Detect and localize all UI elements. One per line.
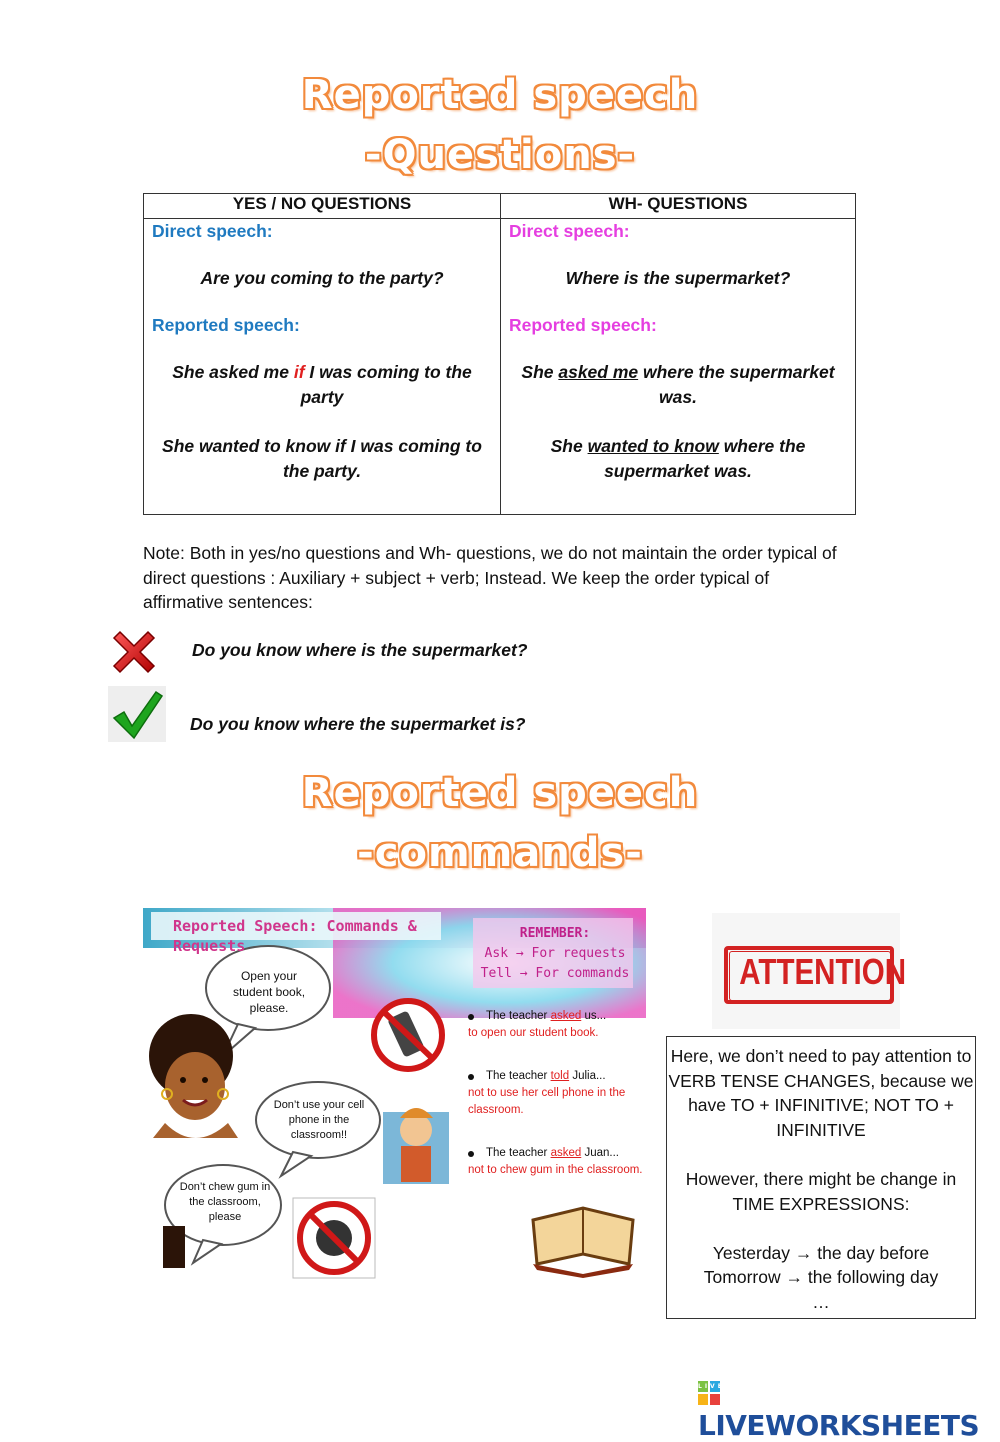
time-expression-2: Tomorrow → the following day <box>703 1267 939 1288</box>
note-paragraph-2: However, there might be change in TIME EXPRESSIONS: <box>685 1168 957 1214</box>
attention-stamp <box>712 913 907 1029</box>
reported-label: Reported speech: <box>509 315 657 335</box>
speech-bubble-1: Open your student book, please. <box>232 969 306 1015</box>
subtitle-commands: -commands- <box>357 830 643 876</box>
order-note: Note: Both in yes/no questions and Wh- questions, we do not maintain the order typical of direct questions : Auxiliary + subject + verb; Instead. We keep the order typical of affirmative sentences: <box>143 543 837 612</box>
logo-badge: LIVE <box>698 1381 720 1405</box>
wrong-example: Do you know where is the supermarket? <box>192 640 528 660</box>
remember-tell: Tell → For commands <box>480 966 630 981</box>
yesno-direct: Are you coming to the party? <box>200 268 444 288</box>
yesno-cell <box>144 219 501 515</box>
title-questions: Reported speech <box>301 72 699 118</box>
illustration-banner: Reported Speech: Commands & Requests <box>173 917 417 955</box>
yesno-reported-2: She wanted to know if I was coming to the party. <box>162 436 482 481</box>
yesno-reported-1: She asked me if I was coming to the party <box>172 362 472 407</box>
note-paragraph-1: Here, we don’t need to pay attention to VERB TENSE CHANGES, because we have TO + INFINITIVE; NOT TO + INFINITIVE <box>668 1046 974 1140</box>
wrong-cross-icon <box>108 626 160 678</box>
liveworksheets-logo: LIVE LIVEWORKSHEETS <box>698 1383 980 1442</box>
reported-command-3: The teacher asked Juan... not to chew gum in the classroom. <box>468 1147 643 1176</box>
direct-label: Direct speech: <box>152 221 273 241</box>
col-header-yesno: YES / NO QUESTIONS <box>144 194 501 219</box>
col-header-wh: WH- QUESTIONS <box>501 194 856 219</box>
time-expression-1: Yesterday → the day before <box>712 1242 930 1263</box>
direct-label: Direct speech: <box>509 221 630 241</box>
attention-text: ATTENTION <box>739 951 907 992</box>
wh-reported-2: She wanted to know where the supermarket was. <box>550 436 806 481</box>
wh-reported-1: She asked me where the supermarket was. <box>521 362 835 407</box>
remember-heading: REMEMBER: <box>519 926 591 941</box>
remember-ask: Ask → For requests <box>484 946 626 961</box>
reported-command-2: The teacher told Julia... not to use her cell phone in the classroom. <box>468 1070 626 1116</box>
subtitle-questions: -Questions- <box>364 132 636 178</box>
wh-direct: Where is the supermarket? <box>565 268 791 288</box>
reported-command-1: The teacher asked us... to open our student book. <box>468 1010 607 1039</box>
speech-bubble-2: Don’t use your cell phone in the classroom!! <box>273 1099 365 1141</box>
wh-cell <box>501 219 856 515</box>
reported-label: Reported speech: <box>152 315 300 335</box>
questions-table <box>143 193 856 515</box>
correct-check-icon <box>108 686 166 742</box>
right-example: Do you know where the supermarket is? <box>190 714 526 734</box>
commands-illustration <box>143 908 646 1280</box>
title-commands: Reported speech <box>301 770 699 816</box>
time-expression-ellipsis: … <box>812 1291 830 1312</box>
speech-bubble-3: Don’t chew gum in the classroom, please <box>179 1181 271 1223</box>
commands-note-box <box>666 1036 976 1319</box>
